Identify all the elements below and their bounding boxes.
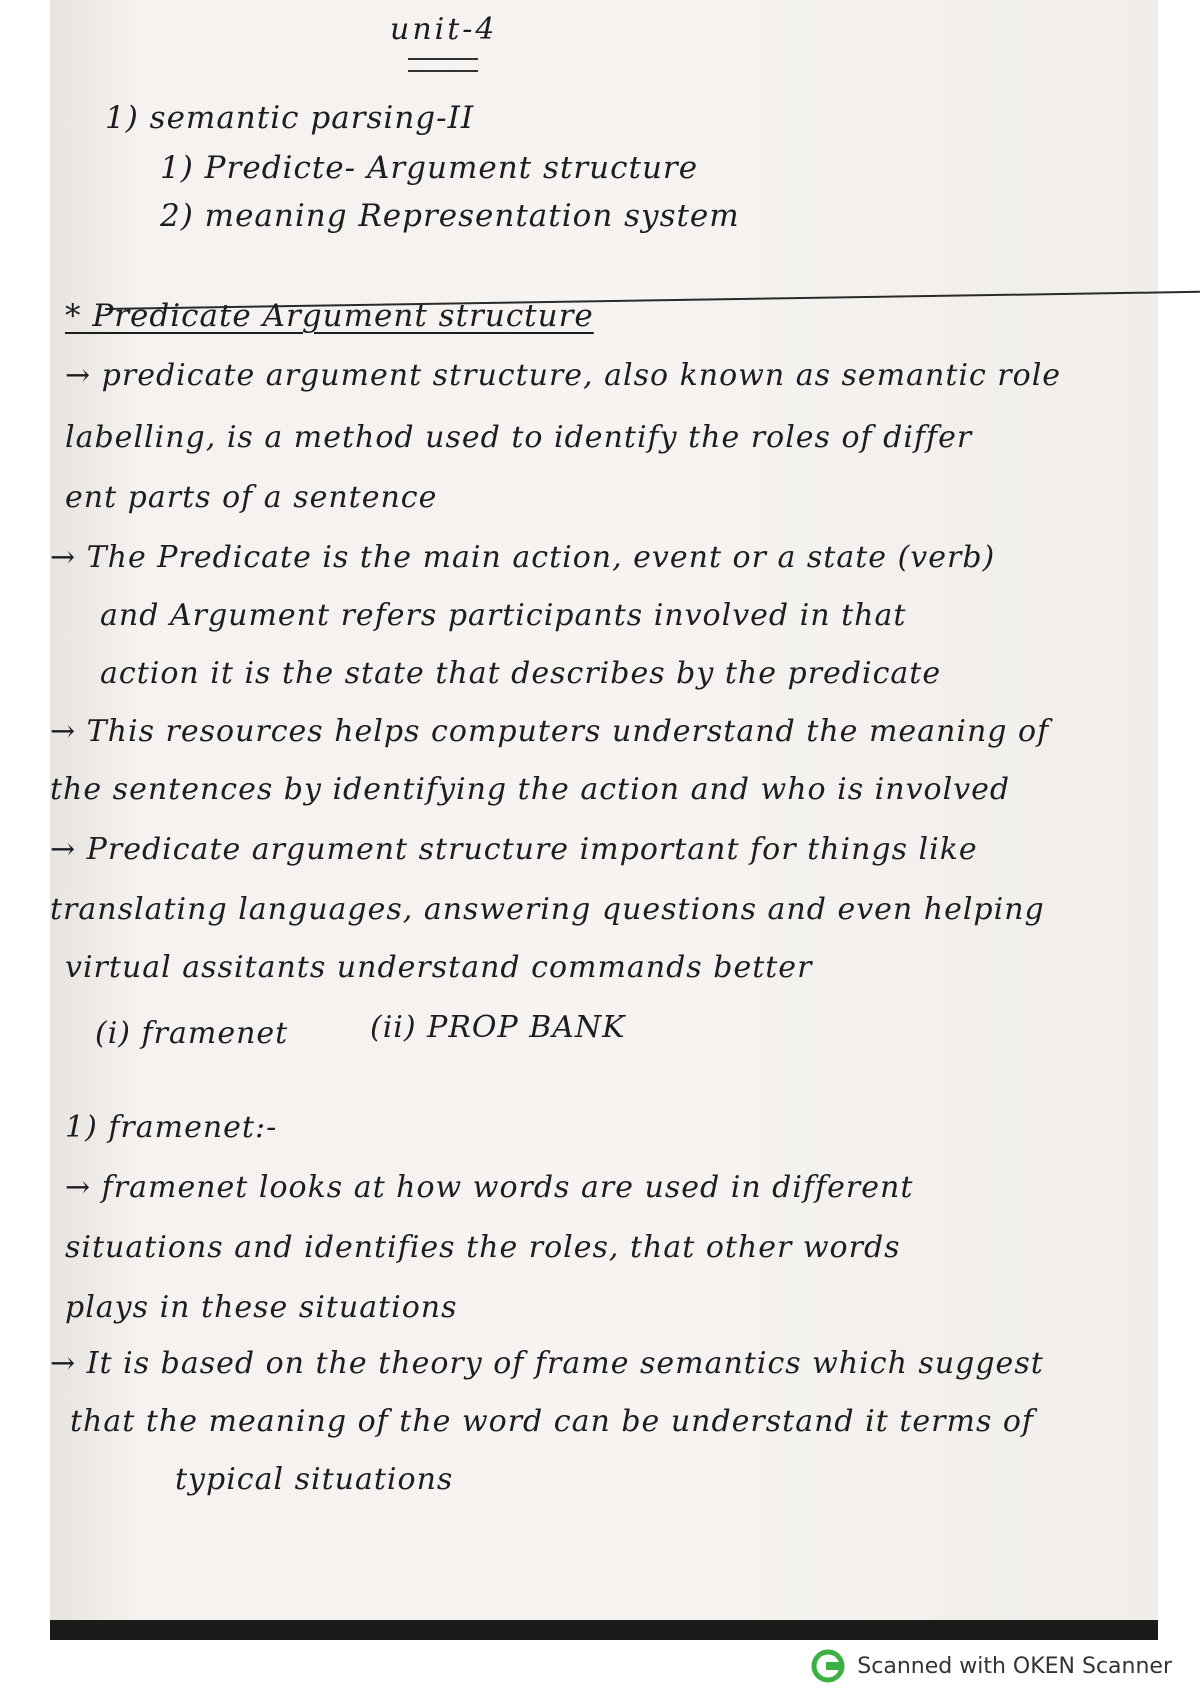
page-title: unit-4 xyxy=(390,12,498,47)
body-line: → Predicate argument structure important for things like xyxy=(50,832,978,867)
body-line: labelling, is a method used to identify the roles of differ xyxy=(65,420,973,455)
body-line: → framenet looks at how words are used in different xyxy=(65,1170,914,1205)
oken-scanner-logo-icon xyxy=(811,1649,845,1683)
scanner-watermark-text: Scanned with OKEN Scanner xyxy=(857,1653,1172,1679)
body-line: translating languages, answering questions and even helping xyxy=(50,892,1045,927)
scanner-watermark xyxy=(811,1648,1172,1684)
body-line: → It is based on the theory of frame semantics which suggest xyxy=(50,1346,1044,1381)
body-line: → The Predicate is the main action, event or a state (verb) xyxy=(50,540,996,575)
toc-item-3: 2) meaning Representation system xyxy=(160,198,740,234)
option-framenet: (i) framenet xyxy=(95,1016,289,1051)
toc-item-1: 1) semantic parsing-II xyxy=(105,100,475,136)
body-line: ent parts of a sentence xyxy=(65,480,438,515)
section-heading-predicate-argument: * Predicate Argument structure xyxy=(65,298,594,334)
notebook-paper xyxy=(50,0,1158,1640)
option-propbank: (ii) PROP BANK xyxy=(370,1010,626,1045)
body-line: typical situations xyxy=(175,1462,454,1497)
body-line: and Argument refers participants involved in that xyxy=(100,598,907,633)
section-heading-framenet: 1) framenet:- xyxy=(65,1110,278,1145)
title-underline xyxy=(408,58,478,72)
toc-item-2: 1) Predicte- Argument structure xyxy=(160,150,699,186)
body-line: → This resources helps computers understand the meaning of xyxy=(50,714,1050,749)
body-line: → predicate argument structure, also known as semantic role xyxy=(65,358,1062,393)
body-line: the sentences by identifying the action and who is involved xyxy=(50,772,1011,807)
body-line: virtual assitants understand commands better xyxy=(65,950,813,985)
body-line: action it is the state that describes by the predicate xyxy=(100,656,942,691)
body-line: situations and identifies the roles, that other words xyxy=(65,1230,901,1265)
body-line: plays in these situations xyxy=(65,1290,458,1325)
body-line: that the meaning of the word can be understand it terms of xyxy=(70,1404,1035,1439)
